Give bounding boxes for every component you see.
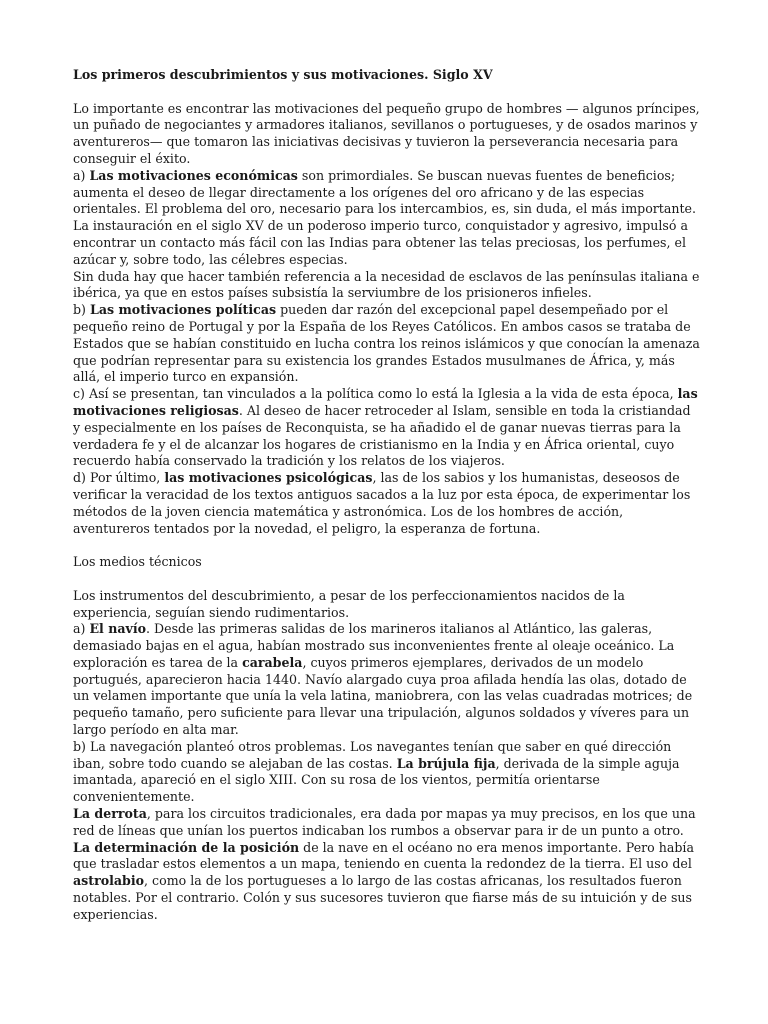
posicion-text-2: , como la de los portugueses a lo largo de las costas africanas, los resultados fueron notables. Por el contrario. Colón y sus sucesores tuvieron que fiarse más de su intuición y de sus experiencias. [73,873,692,922]
spacer [73,537,701,554]
motivation-c-text-2: . Al deseo de hacer retroceder al Islam, sensible en toda la cristiandad y especialmente en los países de Reconquista, se ha añadido el de ganar nuevas tierras para la verdadera fe y el de alcanzar los hogares de cristianismo en la India y en África oriental, cuyo recuerdo había conservado la tradición y los relatos de los viajeros. [73,402,691,469]
motivation-a-prefix: a) [73,167,90,183]
navio-heading: El navío [89,621,147,637]
intro-paragraph: Lo importante es encontrar las motivaciones del pequeño grupo de hombres — algunos príncipes, un puñado de negociantes y armadores italianos, sevillanos o portugueses, y de osados marinos y aventureros— que tomaron las iniciativas decisivas y tuvieron la perseverancia necesaria para conseguir el éxito. [73,100,700,166]
motivation-c-text-1: c) Así se presentan, tan vinculados a la política como lo está la Iglesia a la vida de esta época, [73,386,678,402]
posicion-term: La determinación de la posición [73,839,300,855]
motivation-d-text-2: , las de los sabios y los humanistas, deseosos de verificar la veracidad de los textos antiguos sacados a la luz por esta época, de experimentar los métodos de la joven ciencia matemática y astronómica. Los de los hombres de acción, aventureros tentados por la novedad, el peligro, la esperanza de fortuna. [73,470,691,536]
section2-intro-paragraph: Los instrumentos del descubrimiento, a pesar de los perfeccionamientos nacidos de la experiencia, seguían siendo rudimentarios. [73,587,625,620]
brujula-term: La brújula fija [396,755,496,771]
motivation-c-heading: las motivaciones religiosas [73,386,698,418]
posicion-text-1: de la nave en el océano no era menos importante. Pero había que trasladar estos elementos a un mapa, teniendo en cuenta la redondez de la tierra. El uso del [73,839,694,872]
motivation-d-text-1: d) Por último, [73,470,165,486]
section-heading-medios-tecnicos: Los medios técnicos [73,554,202,570]
motivation-c-paragraph [73,386,701,470]
navegacion-text-1: b) La navegación planteó otros problemas. Los navegantes tenían que saber en qué dirección iban, sobre todo cuando se alejaban de las costas. [73,738,672,771]
navegacion-text-2: , derivada de la simple aguja imantada, apareció en el siglo XIII. Con su rosa de los vientos, permitía orientarse convenientemente. [73,755,680,805]
carabela-term: carabela [242,654,303,670]
spacer [73,571,701,588]
motivation-a-paragraph-2: La instauración en el siglo XV de un poderoso imperio turco, conquistador y agresivo, impulsó a encontrar un contacto más fácil con las Indias para obtener las telas preciosas, los perfumes, el azúcar y, sobre todo, las célebres especias. [73,218,688,267]
motivation-a-text: son primordiales. Se buscan nuevas fuentes de beneficios; aumenta el deseo de llegar directamente a los orígenes del oro africano y de las especias orientales. El problema del oro, necesario para los intercambios, es, sin duda, el más importante. [73,167,697,217]
motivation-a-paragraph-3: Sin duda hay que hacer también referencia a la necesidad de esclavos de las penínsulas italiana e ibérica, ya que en estos países subsistía la serviumbre de los prisioneros infieles. [73,268,700,301]
motivation-b-heading: Las motivaciones políticas [89,302,277,318]
astrolabio-term: astrolabio [73,873,145,889]
motivation-b-prefix: b) [73,302,90,318]
motivation-b-text: pueden dar razón del excepcional papel desempeñado por el pequeño reino de Portugal y por la España de los Reyes Católicos. En ambos casos se trataba de Estados que se habían constituido en lucha contra los reinos islámicos y que conocían la amenaza que podrían representar para su existencia los grandes Estados musulmanes de África, y, más allá, el imperio turco en expansión. [73,302,700,385]
motivation-d-heading: las motivaciones psicológicas [164,470,373,486]
navio-text-1: . Desde las primeras salidas de los marineros italianos al Atlántico, las galeras, demasiado bajas en el agua, habían mostrado sus inconvenientes frente al oleaje oceánico. La exploración es tarea de la [73,621,675,670]
motivation-d-paragraph [73,470,701,537]
motivation-b-paragraph [73,302,701,386]
navio-prefix: a) [73,621,90,637]
derrota-paragraph [73,806,701,840]
motivation-a-heading: Las motivaciones económicas [89,167,298,183]
posicion-paragraph [73,840,701,924]
derrota-text: , para los circuitos tradicionales, era dada por mapas ya muy precisos, en los que una red de líneas que unían los puertos indicaban los rumbos a observar para ir de un punto a otro. [73,806,696,838]
document-page [73,67,701,924]
navio-paragraph [73,621,701,739]
document-title: Los primeros descubrimientos y sus motivaciones. Siglo XV [73,67,493,82]
navegacion-paragraph [73,739,701,806]
motivation-a-paragraph [73,168,701,218]
derrota-term: La derrota [73,806,147,822]
navio-text-2: , cuyos primeros ejemplares, derivados de un modelo portugués, aparecieron hacia 1440. Navío alargado cuya proa afilada hendía las olas, dotado de un velamen importante que unía la vela latina, maniobrera, con las velas cuadradas motrices; de pequeño tamaño, pero suficiente para llevar una tripulación, algunos soldados y víveres para un largo período en alta mar. [73,654,693,738]
